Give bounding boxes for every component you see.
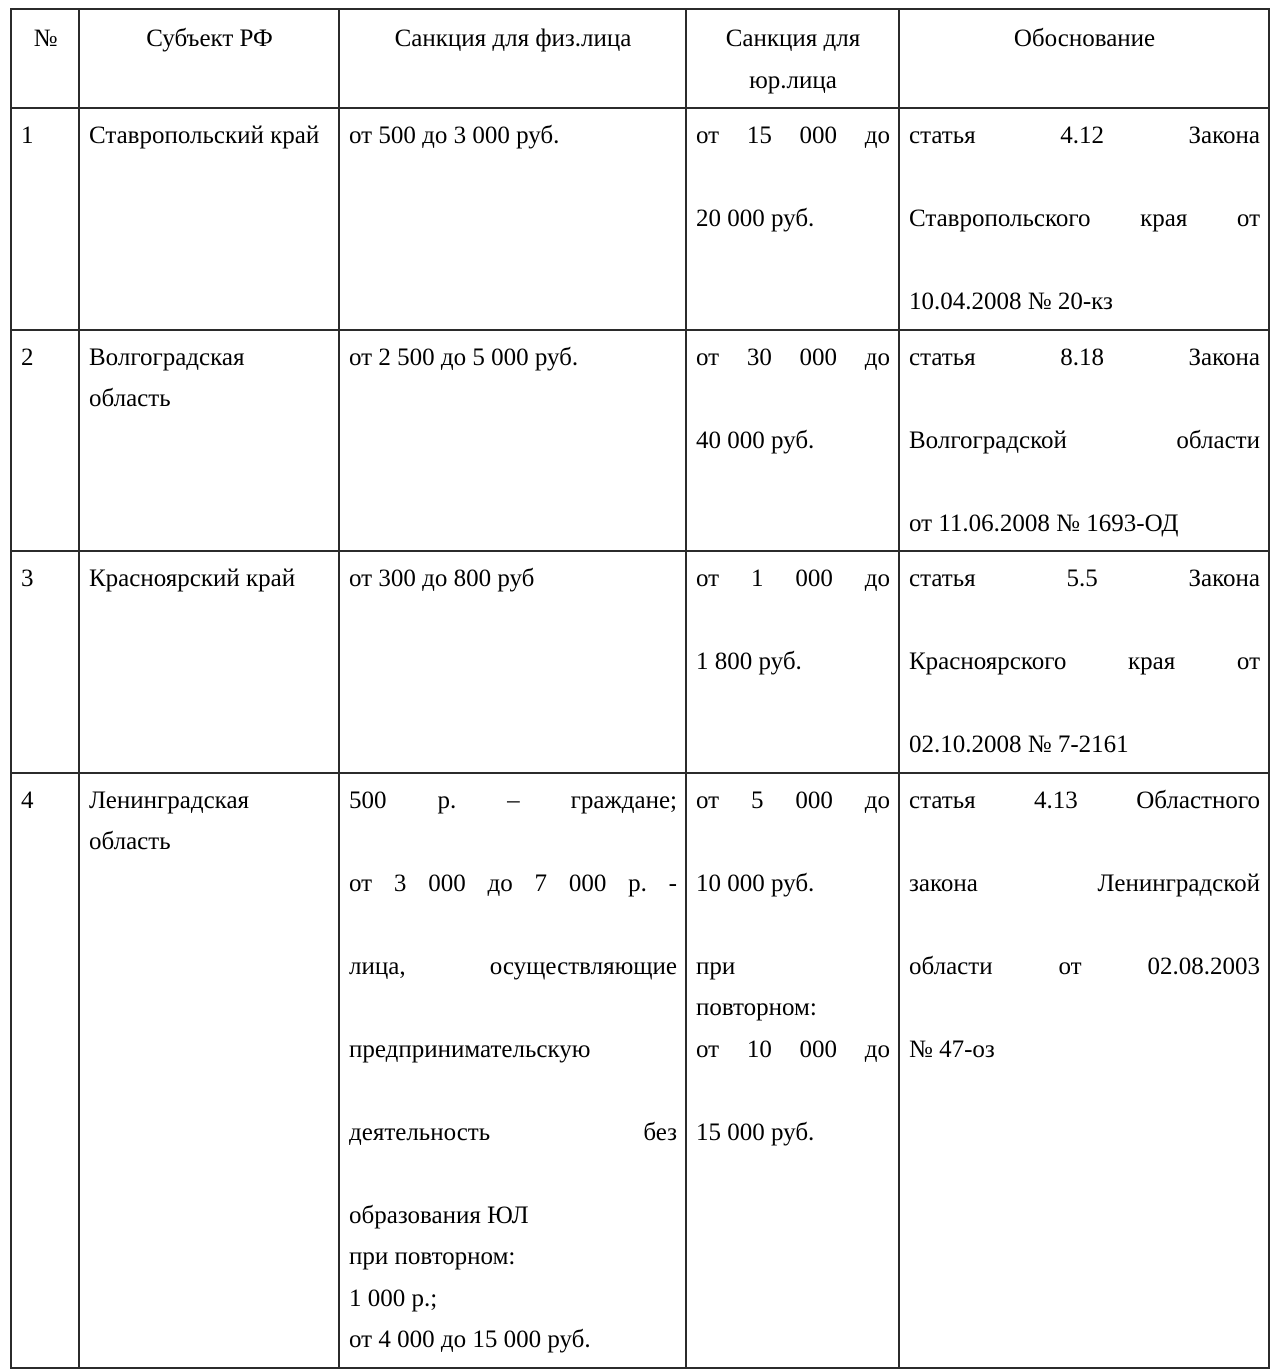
individual-sanction-cell [339,773,686,1368]
table-row [11,773,1269,1368]
sanction-blank-line [696,904,890,946]
column-header-subject: Субъект РФ [79,9,339,108]
column-header-individual-sanction: Санкция для физ.лица [339,9,686,108]
sanction-line: 10 000 руб. [696,869,815,897]
justification-line: № 47-оз [909,1035,995,1063]
subject-cell: Волгоградская область [79,330,339,552]
sanction-line: 40 000 руб. [696,426,815,454]
sanction-line: от 3 000 до 7 000 р. - [349,869,677,897]
justification-line: Красноярского края от [909,648,1260,675]
sanction-line: образования ЮЛ [349,1201,529,1229]
justification-line: статья 8.18 Закона [909,343,1260,371]
justification-line: области от 02.08.2003 [909,952,1260,980]
justification-cell [899,108,1269,330]
sanction-line: предпринимательскую [349,1035,591,1063]
justification-line: закона Ленинградской [909,869,1260,897]
legal-entity-header-line-2: юр.лица [749,66,837,94]
table-header-row [11,9,1269,108]
sanction-line: от 2 500 до 5 000 руб. [349,343,579,371]
subject-cell: Ленинградская область [79,773,339,1368]
column-header-number: № [11,9,79,108]
justification-cell [899,330,1269,552]
sanction-line: от 500 до 3 000 руб. [349,122,560,149]
sanction-line: от 1 000 до [696,565,890,592]
sanction-line: 500 р. – граждане; [349,786,677,814]
sanction-line: от 4 000 до 15 000 руб. [349,1326,591,1353]
row-number-cell: 1 [11,108,79,330]
justification-line: 10.04.2008 № 20-кз [909,288,1113,315]
table-row [11,108,1269,330]
sanction-line: при повторном: [349,1243,516,1270]
table-container [10,8,1268,1369]
justification-line: статья 5.5 Закона [909,565,1260,592]
individual-sanction-cell [339,551,686,773]
legal-entity-sanction-cell [686,108,899,330]
row-number-cell: 3 [11,551,79,773]
row-number-cell: 4 [11,773,79,1368]
row-number-cell: 2 [11,330,79,552]
sanction-line: от 15 000 до [696,122,890,149]
table-row [11,551,1269,773]
table-head [11,9,1269,108]
sanction-line: от 300 до 800 руб [349,565,535,592]
legal-entity-sanction-cell [686,773,899,1368]
individual-sanction-cell [339,330,686,552]
justification-line: от 11.06.2008 № 1693-ОД [909,509,1179,537]
justification-line: 02.10.2008 № 7-2161 [909,731,1129,758]
table-row [11,330,1269,552]
sanction-line: 1 000 р.; [349,1284,438,1312]
sanction-line: лица, осуществляющие [349,952,677,980]
sanction-line: 20 000 руб. [696,205,815,232]
subject-cell: Ставропольский край [79,108,339,330]
sanction-line: 15 000 руб. [696,1118,815,1146]
sanctions-table [10,8,1270,1369]
justification-cell [899,773,1269,1368]
sanction-line: от 30 000 до [696,343,890,371]
subject-cell: Красноярский край [79,551,339,773]
sanction-line: при [696,952,736,980]
sanction-line: от 10 000 до [696,1035,890,1063]
justification-cell [899,551,1269,773]
sanction-line: от 5 000 до [696,786,890,814]
legal-entity-header-line-1: Санкция для [725,25,861,52]
justification-line: статья 4.12 Закона [909,122,1260,149]
justification-line: Волгоградской области [909,426,1260,454]
legal-entity-sanction-cell [686,330,899,552]
column-header-legal-entity-sanction [686,9,899,108]
column-header-justification: Обоснование [899,9,1269,108]
sanction-line: повторном: [696,994,817,1021]
legal-entity-sanction-cell [686,551,899,773]
individual-sanction-cell [339,108,686,330]
justification-line: статья 4.13 Областного [909,786,1260,814]
table-body [11,108,1269,1368]
sanction-line: 1 800 руб. [696,648,802,675]
justification-line: Ставропольского края от [909,205,1260,232]
sanction-line: деятельность без [349,1118,677,1146]
